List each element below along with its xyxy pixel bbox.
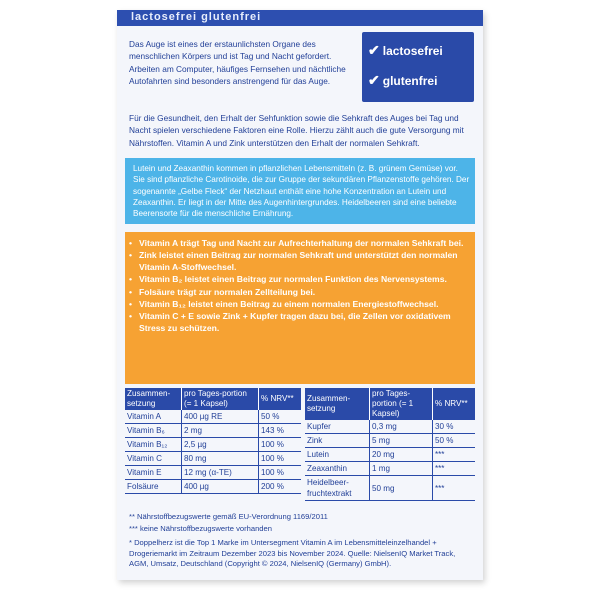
col-header: % NRV** (259, 388, 302, 410)
claim-item: • Folsäure trägt zur normalen Zellteilung bei. (129, 286, 316, 297)
check-icon: ✔ (368, 72, 380, 88)
footnote-nrv: ** Nährstoffbezugswerte gemäß EU-Verordnung 1169/2011 (129, 512, 328, 521)
check-icon: ✔ (368, 42, 380, 58)
claim-item: • Vitamin A trägt Tag und Nacht zur Aufrechterhaltung der normalen Sehkraft bei. (129, 238, 464, 248)
badge-glutenfrei: ✔ glutenfrei (368, 72, 438, 88)
table-row: Heidelbeer-fruchtextrakt 50 mg *** (305, 476, 475, 501)
table-row: Vitamin B₁₂ 2,5 µg 100 % (125, 438, 301, 452)
footnote-source: * Doppelherz ist die Top 1 Marke im Untersegment Vitamin A im Lebensmitteleinzelhandel + Drogeriemarkt im Zeitraum Dezember 2023 bis November 2024. Quelle: NielsenIQ Market Track, AGM, Umsatz, Deutschland (Copyright © 2024, NielsenIQ (Germany) GmbH). (129, 538, 456, 568)
top-strip (117, 10, 483, 26)
table-row: Zeaxanthin 1 mg *** (305, 462, 475, 476)
table-row: Zink 5 mg 50 % (305, 434, 475, 448)
claims-panel (125, 232, 475, 384)
info-text: Lutein und Zeaxanthin kommen in pflanzlichen Lebensmitteln (z. B. grünem Gemüse) vor. Sie sind pflanzliche Carotinoide, die zur Gruppe der sekundären Pflanzenstoffe gehören. Der sogenannte „Gelbe Fleck“ der Netzhaut enthält eine hohe Konzentration an Lutein und Zeaxanthin. Er liegt in der Mitte des Augenhintergrundes. Heidelbeeren sind eine beliebte Beerensorte für die menschliche Ernährung. (133, 164, 470, 219)
footnote-no-nrv: *** keine Nährstoffbezugswerte vorhanden (129, 524, 272, 533)
claim-item: • Vitamin B₁₂ leistet einen Beitrag zu einem normalen Energiestoffwechsel. (129, 299, 439, 310)
intro-text: Das Auge ist eines der erstaunlichsten Organe des menschlichen Körpers und ist Tag und Nacht gefordert. Arbeiten am Computer, häufiges Fernsehen und nächtliche Autofahrten sind besonders anstrengend für das Auge. (129, 39, 346, 86)
col-header: % NRV** (433, 388, 476, 420)
claim-item: • Vitamin C + E sowie Zink + Kupfer tragen dazu bei, die Zellen vor oxidativem Stress zu schützen. (129, 311, 451, 333)
info-panel-blue (125, 158, 475, 224)
package-back (117, 10, 483, 580)
col-header: Zusammen-setzung (305, 388, 370, 420)
badge-lactosefrei: ✔ lactosefrei (368, 42, 443, 58)
badge-box (362, 32, 474, 102)
top-strip-text: lactosefrei glutenfrei (131, 11, 262, 23)
table-row: Lutein 20 mg *** (305, 448, 475, 462)
nutrition-table-right (305, 388, 475, 501)
claims-list (129, 238, 469, 335)
col-header: pro Tages-portion (= 1 Kapsel) (182, 388, 259, 410)
col-header: pro Tages-portion (= 1 Kapsel) (370, 388, 433, 420)
nutrition-table-left (125, 388, 301, 494)
table-row: Folsäure 400 µg 200 % (125, 480, 301, 494)
table-row: Vitamin E 12 mg (α-TE) 100 % (125, 466, 301, 480)
table-row: Kupfer 0,3 mg 30 % (305, 420, 475, 434)
intro-text-2: Für die Gesundheit, den Erhalt der Sehfunktion sowie die Sehkraft des Auges bei Tag und Nacht spielen verschiedene Faktoren eine Rolle. Hierzu zählt auch die gute Versorgung mit Nährstoffen. Vitamin A und Zink unterstützen den Erhalt der normalen Sehkraft. (129, 113, 464, 148)
table-row: Vitamin A 400 µg RE 50 % (125, 410, 301, 424)
claim-item: • Zink leistet einen Beitrag zur normalen Sehkraft und unterstützt den normalen Vitamin A-Stoffwechsel. (129, 250, 458, 272)
table-row: Vitamin C 80 mg 100 % (125, 452, 301, 466)
claim-item: • Vitamin B₂ leistet einen Beitrag zur normalen Funktion des Nervensystems. (129, 274, 447, 285)
col-header: Zusammen-setzung (125, 388, 182, 410)
table-row: Vitamin B₆ 2 mg 143 % (125, 424, 301, 438)
